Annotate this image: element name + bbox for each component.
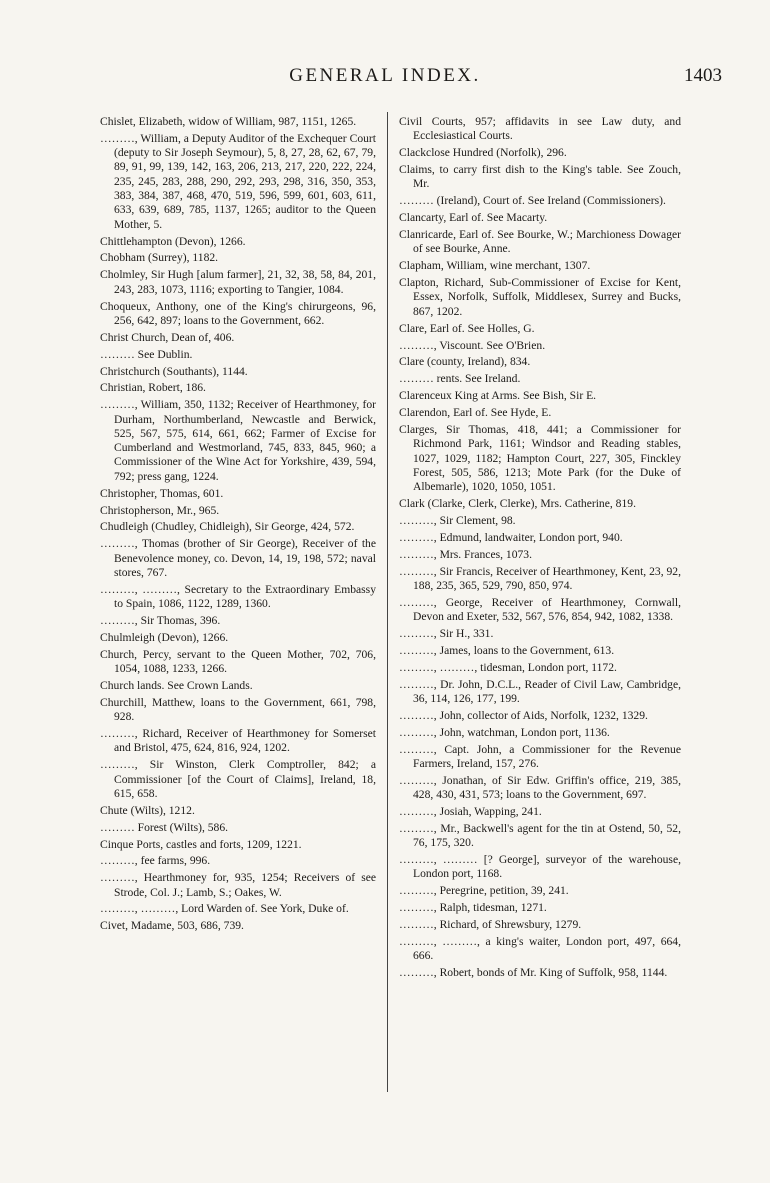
index-entry: ……… (Ireland), Court of. See Ireland (Commissioners). [399, 194, 666, 208]
index-entry: ………, James, loans to the Government, 613. [399, 643, 615, 657]
index-entry: ………, William, a Deputy Auditor of the Exchequer Court (deputy to Sir Joseph Seymour), 5, 8, 27, 28, 62, 67, 79, 89, 91, 99, 139, 142, 163, 206, 213, 217, 220, 222, 224, 235, 245, 283, 288, 290, 292, 293, 298, 316, 350, 353, 383, 384, 387, 468, 470, 519, 596, 599, 601, 603, 611, 633, 639, 689, 785, 1137, 1265; auditor to the Queen Mother, 5. [100, 131, 376, 231]
index-entry: Cholmley, Sir Hugh [alum farmer], 21, 32, 38, 58, 84, 201, 243, 283, 1073, 1116; exporting to Tangier, 1084. [100, 268, 376, 296]
index-entry: ………, Jonathan, of Sir Edw. Griffin's office, 219, 385, 428, 430, 431, 573; loans to the Government, 697. [399, 773, 681, 802]
index-entry: Church, Percy, servant to the Queen Mother, 702, 706, 1054, 1088, 1233, 1266. [100, 647, 376, 676]
left-column [100, 115, 376, 936]
index-entry: ………, ……… [? George], surveyor of the warehouse, London port, 1168. [399, 853, 681, 881]
index-entry: ………, Edmund, landwaiter, London port, 940. [399, 530, 623, 544]
index-entry: ………, fee farms, 996. [100, 854, 211, 868]
index-entry: ………, Ralph, tidesman, 1271. [399, 901, 547, 915]
index-entry: ………, ………, a king's waiter, London port, 497, 664, 666. [399, 934, 681, 963]
index-entry: Clapham, William, wine merchant, 1307. [399, 259, 591, 273]
index-entry: ………, Peregrine, petition, 39, 241. [399, 884, 569, 898]
index-entry: Civil Courts, 957; affidavits in see Law duty, and Ecclesiastical Courts. [399, 115, 681, 143]
index-entry: ………, Viscount. See O'Brien. [399, 338, 546, 352]
index-entry: Clancarty, Earl of. See Macarty. [399, 211, 548, 225]
index-entry: Claims, to carry first dish to the King's table. See Zouch, Mr. [399, 163, 681, 191]
index-entry: Clarenceux King at Arms. See Bish, Sir E. [399, 389, 597, 403]
index-entry: ………, Thomas (brother of Sir George), Receiver of the Benevolence money, co. Devon, 14, 19, 198, 572; naval stores, 767. [100, 537, 376, 579]
index-entry: Churchill, Matthew, loans to the Government, 661, 798, 928. [100, 695, 376, 724]
index-entry: ………, Sir Clement, 98. [399, 513, 516, 527]
running-head [0, 64, 770, 88]
index-entry: Chislet, Elizabeth, widow of William, 987, 1151, 1265. [100, 115, 357, 128]
index-entry: Clapton, Richard, Sub-Commissioner of Excise for Kent, Essex, Norfolk, Suffolk, Middlesex, Surrey and Bucks, 867, 1202. [399, 276, 681, 318]
index-entry: Christ Church, Dean of, 406. [100, 330, 235, 344]
index-entry: Clarendon, Earl of. See Hyde, E. [399, 406, 552, 420]
index-entry: Clarges, Sir Thomas, 418, 441; a Commissioner for Richmond Park, 1161; Windsor and Reading stables, 1027, 1029, 1182; Hampton Court, 227, 305, Finckley Forest, 505, 586, 1213; Mote Park (for the Duke of Albemarle), 1020, 1050, 1051. [399, 422, 681, 494]
index-entry: ………, Hearthmoney for, 935, 1254; Receivers of see Strode, Col. J.; Lamb, S.; Oakes, W. [100, 871, 376, 899]
index-entry: Christchurch (Southants), 1144. [100, 364, 248, 378]
index-entry: Christian, Robert, 186. [100, 381, 206, 395]
index-entry: ………, John, collector of Aids, Norfolk, 1232, 1329. [399, 708, 648, 722]
page-number: 1403 [684, 65, 722, 86]
column-divider [387, 112, 388, 1092]
index-entry: ………, ………, tidesman, London port, 1172. [399, 660, 617, 674]
index-entry: Chobham (Surrey), 1182. [100, 251, 219, 265]
index-entry: ………, Richard, Receiver of Hearthmoney for Somerset and Bristol, 475, 624, 816, 924, 1202. [100, 727, 376, 755]
index-entry: ………, William, 350, 1132; Receiver of Hearthmoney, for Durham, Northumberland, Newcastle and Berwick, 525, 567, 575, 614, 661, 662; Farmer of Excise for Cumberland and Westmorland, 745, 833, 845, 960; a Commissioner of the Wine Act for Yorkshire, 439, 594, 792; press gang, 1224. [100, 398, 376, 483]
index-entry: ……… rents. See Ireland. [399, 372, 521, 386]
index-entry: ………, Capt. John, a Commissioner for the Revenue Farmers, Ireland, 157, 276. [399, 742, 681, 770]
index-entry: Chudleigh (Chudley, Chidleigh), Sir George, 424, 572. [100, 520, 355, 534]
index-entry: ………, ………, Secretary to the Extraordinary Embassy to Spain, 1086, 1122, 1289, 1360. [100, 582, 376, 611]
index-entry: Church lands. See Crown Lands. [100, 678, 253, 692]
page-title: GENERAL INDEX. [289, 65, 481, 86]
index-entry: Cinque Ports, castles and forts, 1209, 1221. [100, 837, 302, 851]
index-entry: ………, Mrs. Frances, 1073. [399, 547, 532, 561]
index-entry: ………, Richard, of Shrewsbury, 1279. [399, 918, 582, 932]
index-entry: ……… Forest (Wilts), 586. [100, 820, 229, 834]
index-entry: Clanricarde, Earl of. See Bourke, W.; Marchioness Dowager of see Bourke, Anne. [399, 228, 681, 256]
index-entry: ………, ………, Lord Warden of. See York, Duke of. [100, 902, 349, 916]
index-entry: Clare, Earl of. See Holles, G. [399, 321, 535, 335]
index-entry: ……… See Dublin. [100, 347, 193, 361]
index-entry: Clackclose Hundred (Norfolk), 296. [399, 146, 567, 160]
index-entry: Chulmleigh (Devon), 1266. [100, 630, 229, 644]
index-entry: ………, Mr., Backwell's agent for the tin at Ostend, 50, 52, 76, 175, 320. [399, 821, 681, 850]
index-entry: ………, Josiah, Wapping, 241. [399, 804, 542, 818]
index-entry: Christopherson, Mr., 965. [100, 503, 220, 517]
index-entry: Clark (Clarke, Clerk, Clerke), Mrs. Catherine, 819. [399, 497, 636, 511]
index-entry: Choqueux, Anthony, one of the King's chirurgeons, 96, 256, 642, 897; loans to the Government, 662. [100, 299, 376, 327]
index-entry: ………, John, watchman, London port, 1136. [399, 725, 610, 739]
index-entry: ………, Sir Francis, Receiver of Hearthmoney, Kent, 23, 92, 188, 235, 365, 529, 790, 850, 974. [399, 564, 681, 592]
index-entry: ………, Dr. John, D.C.L., Reader of Civil Law, Cambridge, 36, 114, 126, 177, 199. [399, 677, 681, 705]
index-entry: Christopher, Thomas, 601. [100, 486, 224, 500]
index-entry: Chittlehampton (Devon), 1266. [100, 234, 246, 248]
index-entry: ………, George, Receiver of Hearthmoney, Cornwall, Devon and Exeter, 532, 567, 576, 854, 942, 1082, 1338. [399, 595, 681, 624]
index-entry: Clare (county, Ireland), 834. [399, 355, 531, 369]
index-entry: ………, Sir Thomas, 396. [100, 614, 221, 627]
index-entry: Civet, Madame, 503, 686, 739. [100, 919, 244, 933]
index-entry: Chute (Wilts), 1212. [100, 803, 195, 817]
index-entry: ………, Sir Winston, Clerk Comptroller, 842; a Commissioner [of the Court of Claims], Ireland, 18, 615, 658. [100, 758, 376, 800]
index-entry: ………, Sir H., 331. [399, 626, 494, 640]
index-entry: ………, Robert, bonds of Mr. King of Suffolk, 958, 1144. [399, 966, 668, 980]
right-column [399, 115, 681, 983]
